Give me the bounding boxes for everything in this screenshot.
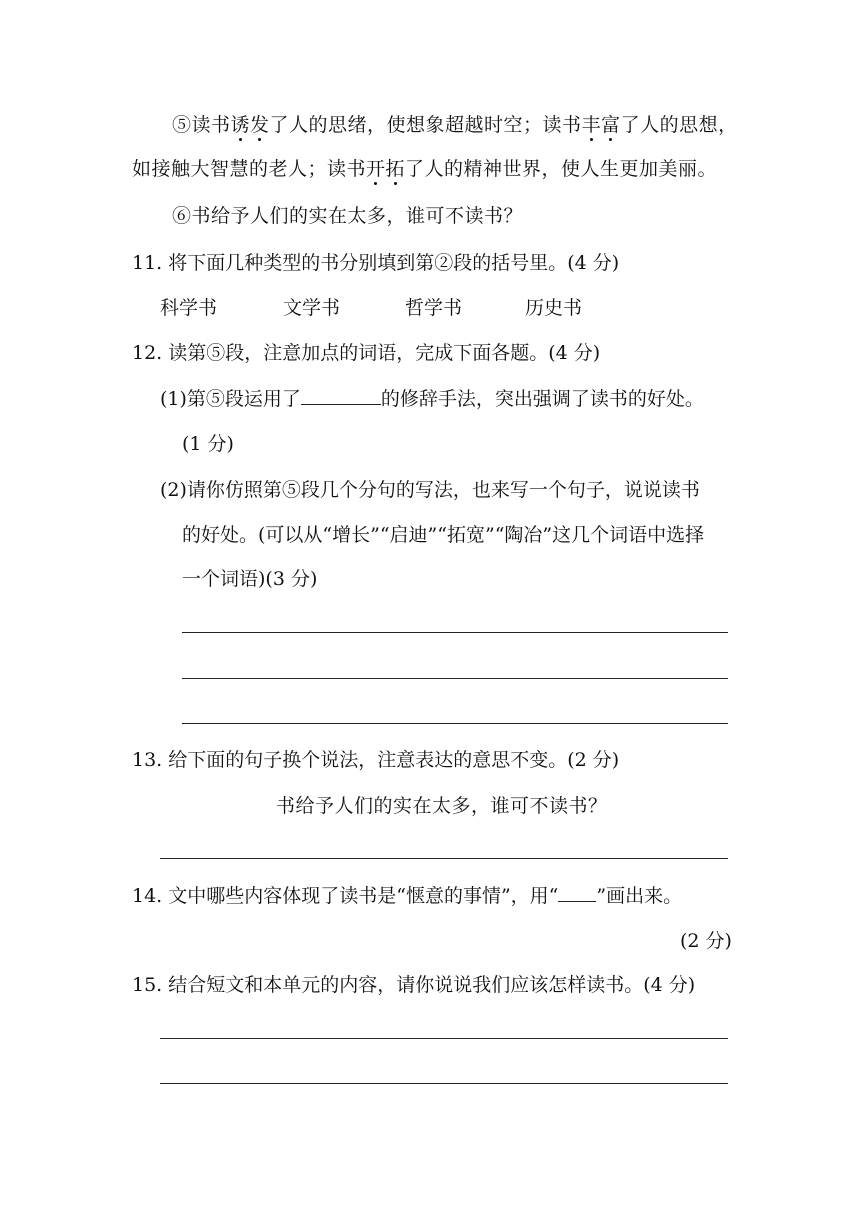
passage-text: 了人的思想， xyxy=(620,114,738,136)
question-text: 14. 文中哪些内容体现了读书是“惬意的事情”，用“ xyxy=(132,885,559,907)
question-12-sub-2-line-1: (2)请你仿照第⑤段几个分句的写法，也来写一个句子，说说读书 xyxy=(160,479,700,501)
answer-line[interactable] xyxy=(160,1083,728,1084)
passage-text: 了人的精神世界，使人生更加美丽。 xyxy=(405,158,718,180)
question-text: ”画出来。 xyxy=(596,885,683,907)
question-12-sub-2-line-2: 的好处。(可以从“增长”“启迪”“拓宽”“陶冶”这几个词语中选择 xyxy=(182,524,705,546)
question-13: 13. 给下面的句子换个说法，注意表达的意思不变。(2 分) xyxy=(132,749,620,771)
answer-line[interactable] xyxy=(182,632,728,633)
answer-line[interactable] xyxy=(182,678,728,679)
answer-line[interactable] xyxy=(182,723,728,724)
question-12-sub-2-line-3: 一个词语)(3 分) xyxy=(182,568,318,590)
emphasis-dotted-char: 富 xyxy=(601,114,621,136)
option-science-book: 科学书 xyxy=(160,297,218,319)
question-15: 15. 结合短文和本单元的内容，请你说说我们应该怎样读书。(4 分) xyxy=(132,974,696,996)
emphasis-dotted-char: 发 xyxy=(250,114,270,136)
question-12-sub-1 xyxy=(160,386,704,412)
question-14-score: (2 分) xyxy=(680,930,732,952)
sub-question-text: 的修辞手法，突出强调了读书的好处。 xyxy=(380,388,704,410)
option-philosophy-book: 哲学书 xyxy=(405,297,463,319)
passage-paragraph-5-line-2 xyxy=(132,156,717,182)
passage-text: 如接触大智慧的老人；读书 xyxy=(132,158,367,180)
passage-text: ⑤读书 xyxy=(172,114,231,136)
passage-text: 了人的思绪，使想象超越时空；读书 xyxy=(269,114,582,136)
emphasis-dotted-char: 诱 xyxy=(230,114,251,136)
option-literature-book: 文学书 xyxy=(283,297,341,319)
answer-line[interactable] xyxy=(160,1038,728,1039)
option-history-book: 历史书 xyxy=(525,297,583,319)
emphasis-dotted-char: 拓 xyxy=(385,158,406,180)
question-13-sentence: 书给予人们的实在太多，谁可不读书？ xyxy=(276,795,608,817)
question-12: 12. 读第⑤段，注意加点的词语，完成下面各题。(4 分) xyxy=(132,342,601,364)
emphasis-dotted-char: 丰 xyxy=(581,114,602,136)
passage-paragraph-6: ⑥书给予人们的实在太多，谁可不读书？ xyxy=(172,205,524,227)
answer-line[interactable] xyxy=(160,858,728,859)
question-14 xyxy=(132,883,682,909)
sub-question-text: (1)第⑤段运用了 xyxy=(160,388,301,410)
underline-sample xyxy=(558,883,596,902)
question-11: 11. 将下面几种类型的书分别填到第②段的括号里。(4 分) xyxy=(132,252,620,274)
emphasis-dotted-char: 开 xyxy=(366,158,386,180)
passage-paragraph-5-line-1 xyxy=(172,112,738,138)
question-12-sub-1-score: (1 分) xyxy=(182,433,234,455)
fill-in-blank[interactable] xyxy=(301,386,381,405)
